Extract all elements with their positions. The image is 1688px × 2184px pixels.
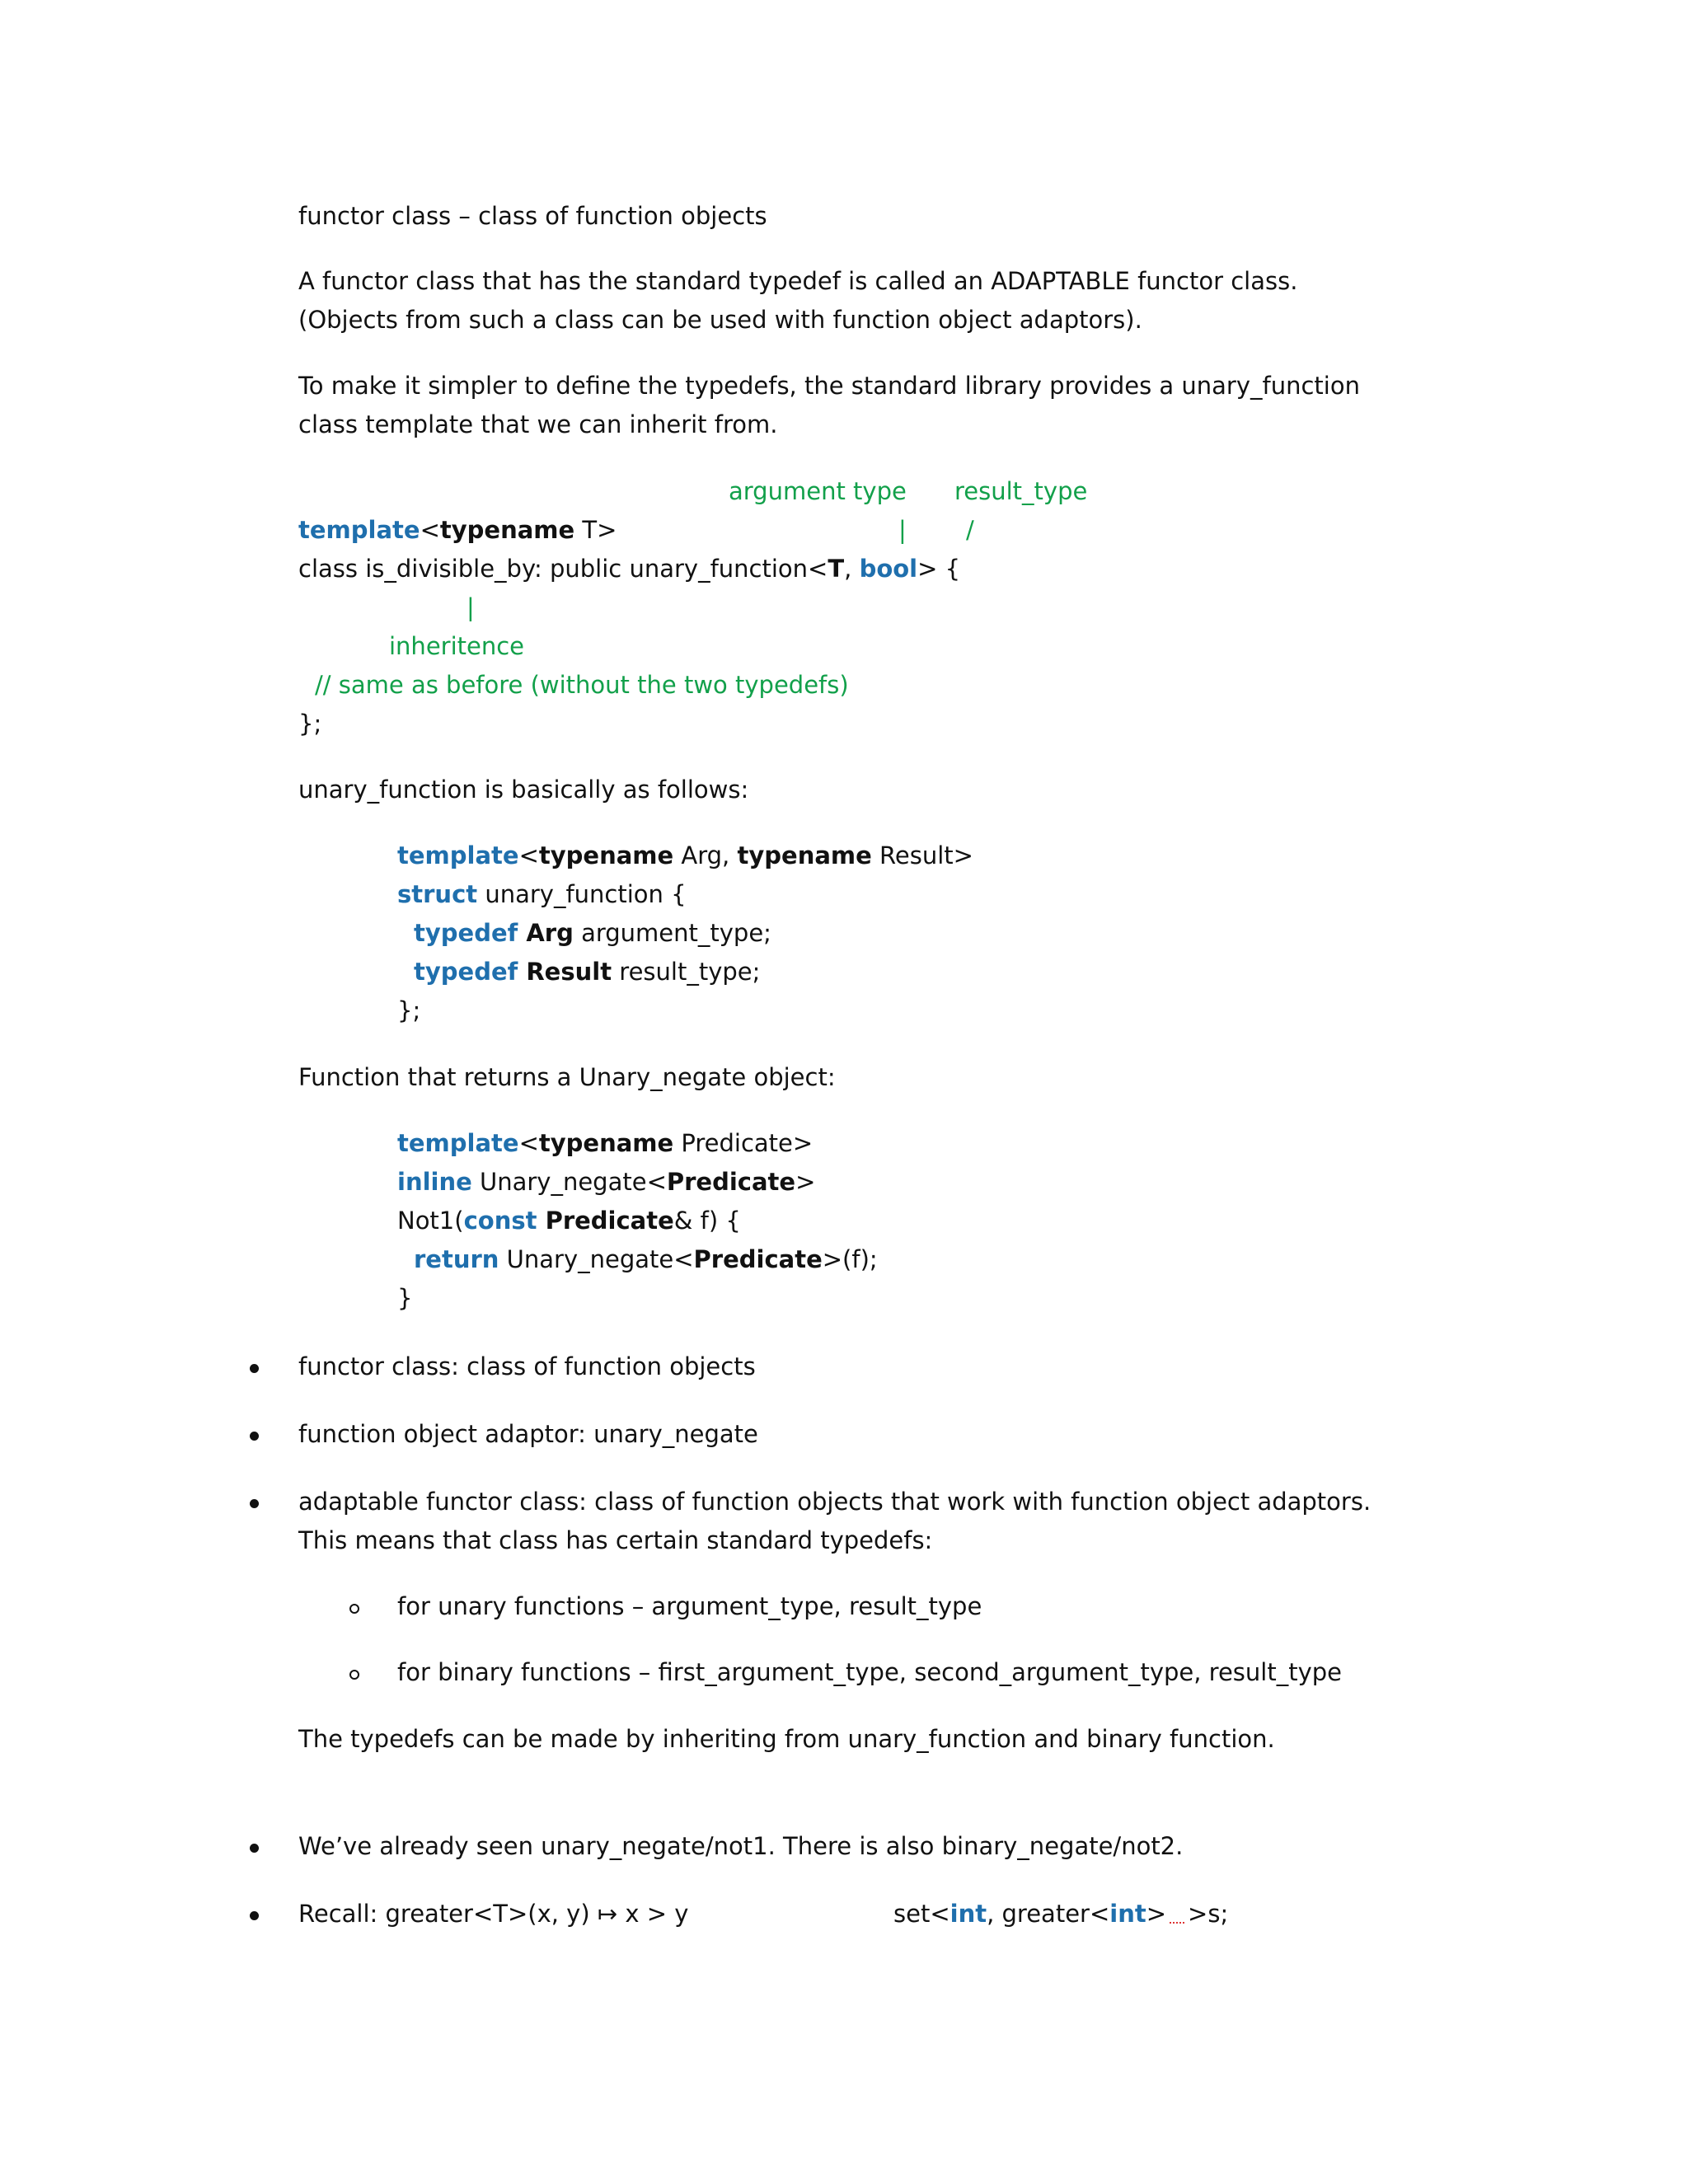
code-text: , [844, 555, 860, 583]
keyword-struct: struct [397, 880, 478, 908]
code-type-T: T [828, 555, 845, 583]
code-text: set< [893, 1900, 950, 1928]
code-text: T> [574, 516, 617, 544]
keyword-int: int [950, 1900, 987, 1928]
code-text: & f) { [673, 1207, 741, 1235]
spellcheck-underline [1170, 1914, 1184, 1924]
code-text: class is_divisible_by: public unary_function< [298, 555, 828, 583]
code1-class-line [298, 557, 960, 581]
keyword-typename: typename [737, 841, 872, 869]
code1-close: }; [298, 710, 322, 738]
code-type-arg: Arg [518, 919, 574, 947]
code-text: result_type; [612, 958, 761, 986]
keyword-template: template [397, 1129, 519, 1157]
paragraph-adaptable-line1: A functor class that has the standard typedef is called an ADAPTABLE functor class. [298, 267, 1298, 295]
code1-comment: // same as before (without the two typedefs) [315, 671, 849, 699]
code-type-predicate: Predicate [693, 1245, 823, 1273]
annotation-argument-type: argument type [729, 477, 907, 505]
keyword-typedef: typedef [414, 958, 518, 986]
sub-bullet-circle [349, 1670, 359, 1680]
code-text: < [518, 1129, 539, 1157]
keyword-int: int [1109, 1900, 1146, 1928]
paragraph-typedefs-inherit: The typedefs can be made by inheriting from unary_function and binary function. [298, 1725, 1275, 1753]
keyword-bool: bool [859, 555, 918, 583]
bullet-negate-seen: We’ve already seen unary_negate/not1. There is also binary_negate/not2. [298, 1832, 1184, 1860]
bullet-functor-class: functor class: class of function objects [298, 1352, 756, 1380]
code-text: > { [917, 555, 961, 583]
keyword-typename: typename [538, 841, 674, 869]
sub-bullet-unary: for unary functions – argument_type, result_type [397, 1592, 982, 1620]
code-text: >s; [1188, 1900, 1229, 1928]
code-text: Result> [871, 841, 973, 869]
sub-bullet-binary: for binary functions – first_argument_type, second_argument_type, result_type [397, 1658, 1343, 1686]
code2-close: }; [397, 996, 421, 1024]
bullet-adaptable-line1: adaptable functor class: class of function objects that work with function object adaptors. [298, 1488, 1372, 1516]
code-set-greater [893, 1902, 1228, 1926]
code2-line2 [397, 880, 687, 908]
code-text: Unary_negate< [471, 1168, 667, 1196]
code-text: Arg, [673, 841, 738, 869]
keyword-return: return [414, 1245, 499, 1273]
heading: functor class – class of function objects [298, 202, 767, 230]
bullet-adaptable-line2: This means that class has certain standard typedefs: [298, 1526, 933, 1554]
code3-line2 [397, 1170, 815, 1194]
bullet-dot [250, 1364, 259, 1373]
annotation-inheritence: inheritence [389, 632, 525, 660]
paragraph-adaptable-line2: (Objects from such a class can be used with function object adaptors). [298, 306, 1142, 334]
paragraph-unary-intro: unary_function is basically as follows: [298, 776, 749, 804]
code-text: Unary_negate< [499, 1245, 694, 1273]
code-text: argument_type; [573, 919, 771, 947]
code-type-predicate: Predicate [666, 1168, 796, 1196]
code3-close: } [397, 1284, 413, 1312]
code-text: , greater< [987, 1900, 1110, 1928]
code-type-result: Result [518, 958, 612, 986]
code1-template-line [298, 518, 617, 542]
keyword-typedef: typedef [414, 919, 518, 947]
sub-bullet-circle [349, 1604, 359, 1614]
bullet-adaptor: function object adaptor: unary_negate [298, 1420, 758, 1448]
keyword-inline: inline [397, 1168, 472, 1196]
code-text: < [420, 516, 440, 544]
code2-line1 [397, 841, 973, 869]
bullet-dot [250, 1499, 259, 1508]
code-text: < [518, 841, 539, 869]
code-text: > [1146, 1900, 1167, 1928]
code-text: Predicate> [673, 1129, 814, 1157]
paragraph-negate-intro: Function that returns a Unary_negate object: [298, 1063, 836, 1091]
code3-line3 [397, 1209, 741, 1233]
annotation-pipe-argument: | [898, 516, 907, 544]
bullet-dot [250, 1911, 259, 1920]
code-text: > [795, 1168, 816, 1196]
code2-line3 [414, 921, 771, 945]
annotation-slash-result: / [966, 516, 974, 544]
code-text: >(f); [822, 1245, 878, 1273]
keyword-template: template [397, 841, 519, 869]
code3-line1 [397, 1129, 814, 1157]
code2-line4 [414, 960, 760, 984]
keyword-template: template [298, 516, 420, 544]
annotation-pipe-inheritence: | [467, 593, 475, 621]
annotation-result-type: result_type [954, 477, 1088, 505]
bullet-recall: Recall: greater<T>(x, y) ↦ x > y [298, 1900, 689, 1928]
paragraph-simpler-line1: To make it simpler to define the typedefs, the standard library provides a unary_function [298, 372, 1360, 400]
paragraph-simpler-line2: class template that we can inherit from. [298, 410, 778, 438]
code-type-predicate: Predicate [537, 1207, 674, 1235]
code-text: unary_function { [477, 880, 687, 908]
keyword-typename: typename [538, 1129, 674, 1157]
bullet-dot [250, 1432, 259, 1441]
keyword-typename: typename [439, 516, 575, 544]
keyword-const: const [463, 1207, 537, 1235]
code3-line4 [414, 1245, 878, 1273]
bullet-dot [250, 1844, 259, 1853]
code-text: Not1( [397, 1207, 464, 1235]
